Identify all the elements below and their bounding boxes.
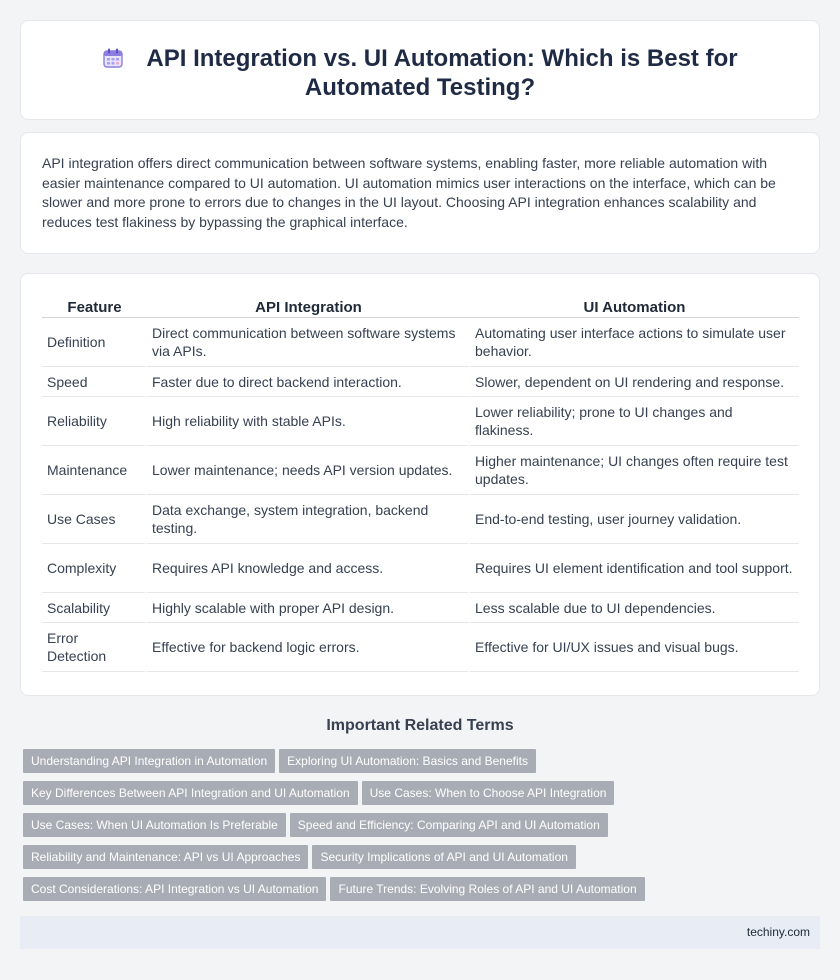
- ui-cell: Effective for UI/UX issues and visual bugs.: [470, 623, 799, 672]
- table-row: [42, 446, 799, 495]
- related-term-tag[interactable]: Use Cases: When to Choose API Integration: [362, 781, 615, 805]
- api-cell: High reliability with stable APIs.: [147, 397, 470, 446]
- header-ui-automation: UI Automation: [470, 291, 799, 318]
- feature-cell: Reliability: [42, 397, 147, 446]
- page-title: [61, 44, 779, 102]
- calendar-icon: [102, 47, 124, 69]
- tag-row: [23, 781, 803, 813]
- site-link[interactable]: techiny.com: [746, 925, 810, 939]
- api-cell: Highly scalable with proper API design.: [147, 593, 470, 623]
- header-feature: Feature: [42, 291, 147, 318]
- tag-row: [23, 813, 803, 845]
- ui-cell: Higher maintenance; UI changes often require test updates.: [470, 446, 799, 495]
- api-cell: Direct communication between software systems via APIs.: [147, 318, 470, 367]
- intro-card: [20, 132, 820, 254]
- api-cell: Effective for backend logic errors.: [147, 623, 470, 672]
- footer: [20, 916, 820, 949]
- feature-cell: Maintenance: [42, 446, 147, 495]
- tag-row: [23, 877, 803, 909]
- ui-cell: Slower, dependent on UI rendering and response.: [470, 367, 799, 397]
- tag-row: [23, 845, 803, 877]
- comparison-card: [20, 273, 820, 696]
- table-row: [42, 367, 799, 397]
- feature-cell: Scalability: [42, 593, 147, 623]
- related-term-tag[interactable]: Use Cases: When UI Automation Is Preferable: [23, 813, 286, 837]
- ui-cell: Automating user interface actions to simulate user behavior.: [470, 318, 799, 367]
- ui-cell: Less scalable due to UI dependencies.: [470, 593, 799, 623]
- ui-cell: End-to-end testing, user journey validation.: [470, 495, 799, 544]
- related-term-tag[interactable]: Key Differences Between API Integration and UI Automation: [23, 781, 358, 805]
- related-terms-heading: Important Related Terms: [326, 717, 514, 734]
- tag-row: [23, 749, 803, 781]
- related-terms-list: [23, 749, 803, 909]
- ui-cell: Lower reliability; prone to UI changes and flakiness.: [470, 397, 799, 446]
- feature-cell: Speed: [42, 367, 147, 397]
- related-term-tag[interactable]: Exploring UI Automation: Basics and Benefits: [279, 749, 536, 773]
- api-cell: Requires API knowledge and access.: [147, 544, 470, 593]
- header-api-integration: API Integration: [147, 291, 470, 318]
- table-row: [42, 623, 799, 672]
- feature-cell: Use Cases: [42, 495, 147, 544]
- title-card: [20, 20, 820, 120]
- table-row: [42, 318, 799, 367]
- api-cell: Faster due to direct backend interaction.: [147, 367, 470, 397]
- related-term-tag[interactable]: Speed and Efficiency: Comparing API and UI Automation: [290, 813, 608, 837]
- table-row: [42, 397, 799, 446]
- related-term-tag[interactable]: Security Implications of API and UI Automation: [312, 845, 575, 869]
- api-cell: Data exchange, system integration, backend testing.: [147, 495, 470, 544]
- related-term-tag[interactable]: Understanding API Integration in Automation: [23, 749, 275, 773]
- related-term-tag[interactable]: Cost Considerations: API Integration vs UI Automation: [23, 877, 326, 901]
- related-term-tag[interactable]: Reliability and Maintenance: API vs UI Approaches: [23, 845, 308, 869]
- table-header-row: [42, 291, 799, 318]
- table-row: [42, 544, 799, 593]
- feature-cell: Complexity: [42, 544, 147, 593]
- feature-cell: Error Detection: [42, 623, 147, 672]
- comparison-table: [42, 291, 799, 672]
- intro-paragraph: API integration offers direct communication between software systems, enabling faster, more reliable automation with easier maintenance compared to UI automation. UI automation mimics user interactions on the interface, which can be slower and more prone to errors due to changes in the UI layout. Choosing API integration enhances scalability and reduces test flakiness by bypassing the graphical interface.: [42, 155, 776, 230]
- feature-cell: Definition: [42, 318, 147, 367]
- table-row: [42, 495, 799, 544]
- table-row: [42, 593, 799, 623]
- related-term-tag[interactable]: Future Trends: Evolving Roles of API and UI Automation: [330, 877, 644, 901]
- ui-cell: Requires UI element identification and tool support.: [470, 544, 799, 593]
- api-cell: Lower maintenance; needs API version updates.: [147, 446, 470, 495]
- page-title-text: API Integration vs. UI Automation: Which is Best for Automated Testing?: [146, 45, 738, 101]
